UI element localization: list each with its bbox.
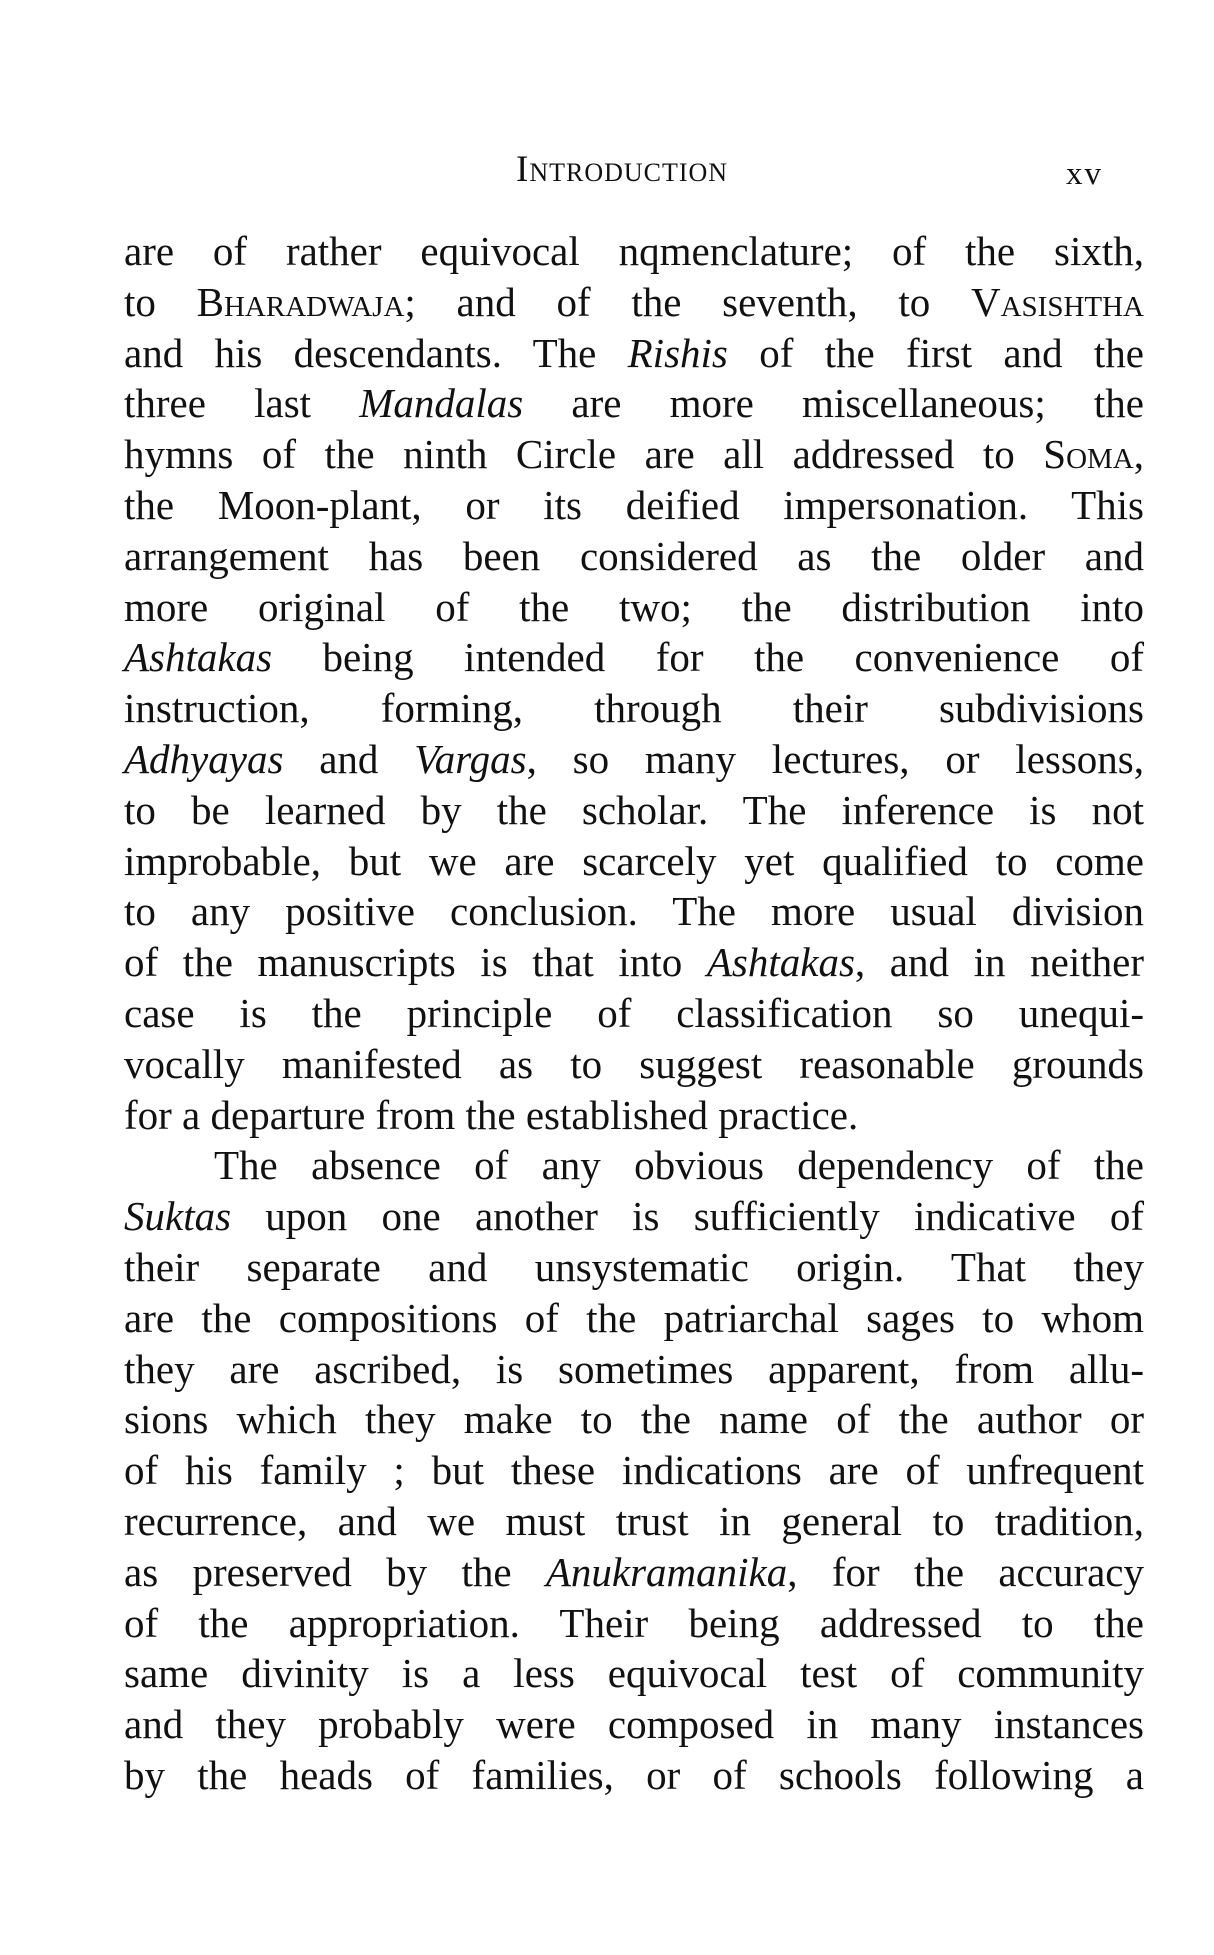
text-run: recurrence, and we must trust in general to tradition, xyxy=(124,1497,1144,1544)
text-line xyxy=(124,734,1144,785)
italic-term: Ashtakas xyxy=(706,939,855,986)
text-run: of the manuscripts is that into xyxy=(124,939,707,986)
text-run: , so many lectures, or lessons, xyxy=(526,735,1145,782)
text-line xyxy=(124,1039,1144,1090)
page-number: xv xyxy=(1066,156,1103,192)
text-line xyxy=(124,632,1144,683)
text-run: ; and of the seventh, to xyxy=(404,278,971,325)
text-line xyxy=(124,429,1144,480)
italic-term: Suktas xyxy=(124,1193,232,1240)
italic-term: Anukramanika xyxy=(545,1548,788,1595)
small-caps-name: Bharadwaja xyxy=(196,278,405,325)
text-line xyxy=(124,582,1144,633)
text-line xyxy=(124,937,1144,988)
text-line xyxy=(124,226,1144,277)
text-line xyxy=(124,683,1144,734)
text-run: three last xyxy=(124,380,360,427)
text-run: are of rather equivocal nqmenclature; of the sixth, xyxy=(124,228,1144,274)
text-line xyxy=(124,1242,1144,1293)
small-caps-name: Soma xyxy=(1043,431,1134,478)
text-line xyxy=(124,1140,1144,1191)
text-line xyxy=(124,785,1144,836)
text-run: instruction, forming, through their subdivisions xyxy=(124,685,1144,732)
text-run: of his family ; but these indications are of unfrequent xyxy=(124,1447,1144,1494)
text-run: and his descendants. The xyxy=(124,329,628,376)
text-run: same divinity is a less equivocal test of community xyxy=(124,1650,1144,1697)
text-line xyxy=(124,1293,1144,1344)
text-run: as preserved by the xyxy=(124,1548,546,1595)
text-line xyxy=(124,1699,1144,1750)
text-run: of the appropriation. Their being addressed to the xyxy=(124,1599,1144,1646)
text-line xyxy=(124,531,1144,582)
text-line xyxy=(124,378,1144,429)
text-run: the Moon-plant, or its deified impersonation. This xyxy=(124,481,1144,528)
text-run: , xyxy=(1133,431,1144,478)
text-line xyxy=(124,1598,1144,1649)
text-line xyxy=(124,988,1144,1039)
text-run: and they probably were composed in many instances xyxy=(124,1701,1144,1748)
text-run: vocally manifested as to suggest reasonable grounds xyxy=(124,1040,1144,1087)
text-line xyxy=(124,1750,1144,1801)
text-run: sions which they make to the name of the author or xyxy=(124,1396,1144,1443)
text-line xyxy=(124,480,1144,531)
text-run: hymns of the ninth Circle are all addressed to xyxy=(124,431,1044,478)
italic-term: Rishis xyxy=(627,329,728,376)
text-line xyxy=(124,328,1144,379)
text-run: of the first and the xyxy=(727,329,1145,376)
text-line xyxy=(124,836,1144,887)
text-line xyxy=(124,1344,1144,1395)
text-run: , and in neither xyxy=(854,939,1145,986)
text-run: for a departure from the established practice. xyxy=(124,1091,859,1138)
italic-term: Adhyayas xyxy=(124,735,284,782)
text-run: to be learned by the scholar. The inference is not xyxy=(124,786,1144,833)
text-line xyxy=(124,1547,1144,1598)
text-run: their separate and unsystematic origin. That they xyxy=(124,1243,1144,1290)
running-head xyxy=(0,148,1214,198)
text-line xyxy=(124,277,1144,328)
running-head-title: Introduction xyxy=(516,149,729,190)
text-line xyxy=(124,1648,1144,1699)
text-run: The absence of any obvious dependency of the xyxy=(214,1142,1144,1189)
text-line xyxy=(124,1191,1144,1242)
small-caps-name: Vasishtha xyxy=(970,278,1144,325)
paragraph xyxy=(124,226,1144,1140)
text-run: , for the accuracy xyxy=(787,1548,1144,1595)
text-run: to xyxy=(124,278,197,325)
text-run: upon one another is sufficiently indicative of xyxy=(231,1193,1144,1240)
text-line xyxy=(124,1090,1144,1141)
text-run: arrangement has been considered as the older and xyxy=(124,532,1144,579)
text-run: by the heads of families, or of schools following a xyxy=(124,1751,1144,1798)
paragraph xyxy=(124,1140,1144,1800)
text-run: more original of the two; the distribution into xyxy=(124,583,1144,630)
text-line xyxy=(124,1496,1144,1547)
text-run: and xyxy=(283,735,415,782)
body-text xyxy=(124,226,1144,1801)
text-line xyxy=(124,886,1144,937)
italic-term: Ashtakas xyxy=(124,634,273,681)
italic-term: Mandalas xyxy=(359,380,524,427)
italic-term: Vargas xyxy=(414,735,527,782)
text-run: being intended for the convenience of xyxy=(272,634,1144,681)
text-run: improbable, but we are scarcely yet qualified to come xyxy=(124,837,1144,884)
text-run: to any positive conclusion. The more usual division xyxy=(124,888,1144,935)
text-line xyxy=(124,1394,1144,1445)
text-run: case is the principle of classification so unequi- xyxy=(124,989,1144,1036)
text-run: are the compositions of the patriarchal sages to whom xyxy=(124,1294,1144,1341)
text-run: they are ascribed, is sometimes apparent, from allu- xyxy=(124,1345,1144,1392)
text-line xyxy=(124,1445,1144,1496)
text-run: are more miscellaneous; the xyxy=(523,380,1144,427)
